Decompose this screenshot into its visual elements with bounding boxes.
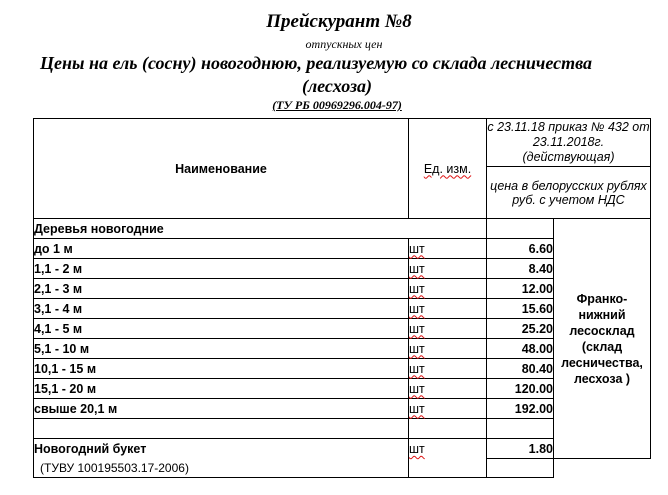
row-price: 48.00 xyxy=(487,339,554,359)
spec-reference xyxy=(0,98,668,113)
row-unit xyxy=(409,279,487,299)
bouquet-spec-unit-blank xyxy=(409,459,487,478)
row-size: до 1 м xyxy=(34,239,409,259)
row-size: 15,1 - 20 м xyxy=(34,379,409,399)
bouquet-unit xyxy=(409,439,487,459)
row-unit-text: шт xyxy=(409,281,425,296)
row-unit xyxy=(409,319,487,339)
section-price-blank xyxy=(487,219,554,239)
blank-row-price xyxy=(487,419,554,439)
row-unit-text: шт xyxy=(409,341,425,356)
header-price-currency: цена в белорусских рублях руб. с учетом НДС xyxy=(487,167,651,219)
row-unit-text: шт xyxy=(409,241,425,256)
bouquet-spec: (ТУВУ 100195503.17-2006) xyxy=(34,459,409,478)
row-price: 120.00 xyxy=(487,379,554,399)
heading-line-1: Цены на ель (сосну) новогоднюю, реализуемую со склада лесничества xyxy=(40,53,593,73)
row-unit xyxy=(409,299,487,319)
row-unit-text: шт xyxy=(409,381,425,396)
row-size: 4,1 - 5 м xyxy=(34,319,409,339)
row-price: 192.00 xyxy=(487,399,554,419)
row-unit xyxy=(409,259,487,279)
header-unit-label: Ед. изм. xyxy=(423,161,472,176)
row-price: 8.40 xyxy=(487,259,554,279)
blank-row-unit xyxy=(409,419,487,439)
row-unit-text: шт xyxy=(409,301,425,316)
row-price: 12.00 xyxy=(487,279,554,299)
row-unit xyxy=(409,239,487,259)
row-unit xyxy=(409,339,487,359)
row-price: 25.20 xyxy=(487,319,554,339)
bouquet-unit-text: шт xyxy=(409,441,425,456)
blank-row-name xyxy=(34,419,409,439)
row-size: 1,1 - 2 м xyxy=(34,259,409,279)
row-unit xyxy=(409,379,487,399)
bouquet-price: 1.80 xyxy=(487,439,554,459)
heading-line-2: (лесхоза) xyxy=(301,76,373,96)
row-unit-text: шт xyxy=(409,321,425,336)
row-price: 15.60 xyxy=(487,299,554,319)
price-list-title: Прейскурант №8 xyxy=(266,11,412,32)
price-list-subtitle: отпускных цен xyxy=(305,37,383,51)
row-price: 6.60 xyxy=(487,239,554,259)
row-price: 80.40 xyxy=(487,359,554,379)
row-unit-text: шт xyxy=(409,361,425,376)
header-effective-date: с 23.11.18 приказ № 432 от 23.11.2018г. (действующая) xyxy=(487,119,651,167)
row-size: 3,1 - 4 м xyxy=(34,299,409,319)
section-christmas-trees: Деревья новогодние xyxy=(34,219,487,239)
row-size: свыше 20,1 м xyxy=(34,399,409,419)
row-unit xyxy=(409,399,487,419)
header-unit xyxy=(409,119,487,219)
bouquet-spec-price-blank xyxy=(487,459,554,478)
bouquet-name: Новогодний букет xyxy=(34,439,409,459)
spec-reference-text: (ТУ РБ 00969296.004-97) xyxy=(272,98,402,112)
row-size: 5,1 - 10 м xyxy=(34,339,409,359)
row-unit-text: шт xyxy=(409,401,425,416)
row-size: 10,1 - 15 м xyxy=(34,359,409,379)
row-unit-text: шт xyxy=(409,261,425,276)
row-unit xyxy=(409,359,487,379)
row-size: 2,1 - 3 м xyxy=(34,279,409,299)
price-table xyxy=(33,118,651,478)
delivery-location-text: Франко-нижний лесосклад (склад лесничества, лесхоза ) xyxy=(561,291,643,386)
header-name: Наименование xyxy=(34,119,409,219)
delivery-location xyxy=(554,219,651,459)
